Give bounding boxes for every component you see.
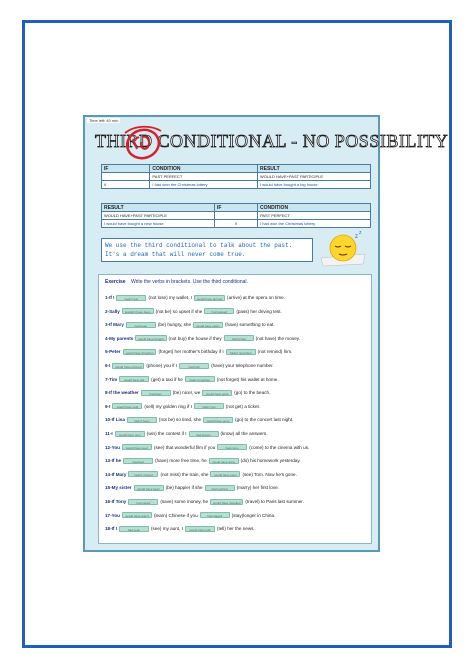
exercise-line	[105, 415, 371, 424]
sentence-end: (do) his homework yesterday.	[240, 458, 301, 464]
sentence-middle: (get) a taxi if he	[151, 376, 183, 382]
svg-text:z: z	[355, 234, 358, 240]
exercise-line	[105, 524, 371, 533]
sentence-middle: (have) more free time, he	[155, 458, 207, 464]
sentence-start: 2-Sally	[105, 308, 120, 314]
table-cell: I would have bought a big house	[258, 181, 371, 189]
exercise-line	[105, 388, 371, 397]
svg-text:z: z	[359, 230, 362, 236]
exercise-line	[105, 443, 371, 452]
sentence-end: (have) something to eat.	[225, 322, 275, 328]
sentence-end: (not get) a ticket.	[225, 403, 261, 409]
table-cell: if	[214, 220, 257, 228]
answer-field[interactable]: had been	[126, 322, 156, 328]
answer-field[interactable]: would have learnt	[122, 512, 152, 518]
exercise-line	[105, 429, 371, 438]
sentence-start: 15-My sister	[105, 485, 132, 491]
exercise-line	[105, 511, 371, 520]
structure-table-if-first	[101, 164, 371, 189]
answer-field[interactable]: had had	[179, 363, 209, 369]
answer-field[interactable]: would have travelled	[210, 499, 243, 505]
sentence-middle: (not be) so upset if she	[155, 308, 203, 314]
sentence-end: (marry) her first love.	[236, 485, 279, 491]
sentence-middle: (see) my aunt, I	[151, 526, 183, 532]
sentence-start: 9-I	[105, 403, 111, 409]
sentence-middle: (not be) so tired, she	[158, 417, 202, 423]
answer-field[interactable]: would have gone	[203, 417, 233, 423]
sentence-start: 12-You	[105, 444, 120, 450]
answer-field[interactable]: would have got	[119, 376, 149, 382]
table-cell: If	[102, 181, 150, 189]
table-cell: PAST PERFECT	[150, 173, 258, 181]
structure-table-result-first	[101, 203, 371, 228]
sentence-end: (go) to the concert last night.	[235, 417, 294, 423]
answer-field[interactable]: had stayed	[200, 512, 230, 518]
sentence-start: 1-If I	[105, 295, 115, 300]
sentence-start: 16-If Tony	[105, 499, 127, 504]
exercise-line	[105, 402, 371, 411]
exercise-line	[105, 307, 371, 316]
sentence-end: (come) to the cinema with us.	[249, 444, 310, 450]
exercise-instruction: Write the verbs in brackets. Use the third conditional.	[130, 279, 248, 285]
answer-field[interactable]: hadn't got	[194, 403, 224, 409]
sentence-middle: (be) hungry, she	[157, 322, 192, 328]
sentence-start: 4-My parents	[105, 335, 134, 341]
sentence-middle: (phone) you if I	[146, 363, 178, 368]
answer-field[interactable]: would have eaten	[193, 322, 223, 328]
sentence-middle: (see) that wonderful film if you	[153, 444, 216, 450]
answer-field[interactable]: hadn't forgotten	[185, 376, 215, 382]
answer-field[interactable]: would have been	[134, 485, 164, 491]
sentence-start: 17-You	[105, 512, 120, 518]
sentence-end: (travel) to Paris last summer.	[245, 499, 304, 504]
exercise-line	[105, 470, 371, 479]
sentence-middle: (sell) my golden ring if I	[144, 403, 192, 409]
exercise-line	[105, 497, 371, 506]
table-cell: I would have bought a new house	[102, 220, 215, 228]
exercise-line	[105, 483, 371, 492]
answer-field[interactable]: hadn't missed	[128, 471, 158, 477]
sentence-end: (know) all the answers.	[220, 431, 268, 436]
table-cell: I had won the Christmas lottery	[150, 181, 258, 189]
sentence-middle: (save) some money, he	[160, 499, 209, 504]
exercise-line	[105, 361, 371, 370]
sentence-start: 5-Peter	[105, 349, 121, 355]
answer-field[interactable]: would have won	[115, 431, 145, 437]
answer-field[interactable]: hadn't been	[127, 417, 157, 423]
answer-field[interactable]: had passed	[204, 308, 234, 314]
answer-field[interactable]: would have done	[209, 458, 239, 464]
answer-field[interactable]: hadn't reminded	[226, 349, 256, 355]
exercise-label: Exercise	[105, 279, 126, 285]
explanation-box	[101, 238, 313, 262]
sentence-end: (not forget) his wallet at home.	[216, 376, 279, 382]
answer-field[interactable]: hadn't lost	[116, 295, 146, 301]
sentence-end: (stay)longer in China.	[231, 512, 276, 518]
sentence-middle: (be) happier if she	[165, 485, 203, 491]
col-header: CONDITION	[258, 204, 371, 212]
col-header: IF	[102, 165, 150, 173]
table-cell: PAST PERFECT	[258, 212, 371, 220]
exercise-line	[105, 456, 371, 465]
sentence-middle: (be) nicer, we	[172, 390, 201, 396]
answer-field[interactable]: had married	[205, 485, 235, 491]
sentence-start: 11-I	[105, 431, 113, 436]
score-stamp-icon	[121, 123, 165, 163]
sentence-start: 8-If the weather	[105, 390, 139, 396]
exercise-line	[105, 334, 371, 343]
col-header: CONDITION	[150, 165, 258, 173]
answer-field[interactable]: would have bought	[135, 335, 166, 341]
sentence-middle: (win) the contest if I	[146, 431, 187, 436]
sentence-middle: (forget) her mother's birthday if I	[158, 349, 224, 355]
answer-field[interactable]: would have arrived	[194, 295, 225, 301]
answer-field[interactable]: had been	[141, 390, 171, 396]
answer-field[interactable]: would have phoned	[112, 363, 144, 369]
col-header: IF	[214, 204, 257, 212]
answer-field[interactable]: would have seen	[210, 471, 240, 477]
sentence-end: (tell) her the news.	[216, 526, 255, 532]
sentence-middle: (not lose) my wallet, I	[148, 295, 192, 300]
exercise-line	[105, 347, 371, 356]
answer-field[interactable]: had known	[189, 431, 219, 437]
col-header: RESULT	[102, 204, 215, 212]
sleeping-smiley-icon	[317, 228, 369, 268]
sentence-start: 18-If I	[105, 526, 117, 532]
answer-field[interactable]: had seen	[119, 526, 149, 532]
answer-field[interactable]: wouldn't have been	[122, 308, 154, 314]
sentence-start: 3-If Mary	[105, 322, 124, 328]
sentence-start: 6-I	[105, 363, 111, 368]
answer-field[interactable]: would have forgotten	[123, 349, 157, 355]
sentence-middle: (not miss) the train, she	[160, 471, 209, 477]
table-cell: WOULD HAVE+PAST PARTICIPLE	[258, 173, 371, 181]
answer-field[interactable]: had had	[123, 458, 153, 464]
answer-field[interactable]: would have gone	[202, 390, 232, 396]
exercise-panel	[98, 274, 372, 544]
sentence-end: (not remind) him.	[257, 349, 293, 355]
table-cell: I had won the Christmas lottery	[258, 220, 371, 228]
answer-field[interactable]: had come	[217, 444, 247, 450]
sentence-end: (pass) her driving test.	[236, 308, 282, 314]
sentence-start: 13-If he	[105, 458, 122, 464]
answer-field[interactable]: would have told	[185, 526, 215, 532]
exercise-heading	[105, 279, 248, 285]
exercise-line	[105, 320, 371, 329]
exercise-line	[105, 375, 371, 384]
answer-field[interactable]: had saved	[128, 499, 158, 505]
worksheet	[83, 115, 449, 552]
explanation-line: We use the third conditional to talk about the past.	[105, 242, 293, 249]
sentence-end: (arrive) at the opera on time.	[227, 295, 286, 300]
sentence-start: 14-If Mary	[105, 471, 127, 477]
sentence-start: 7-Tim	[105, 376, 118, 382]
table-cell	[214, 212, 257, 220]
table-cell: WOULD HAVE+PAST PARTICIPLE	[102, 212, 215, 220]
sentence-end: (not have) the money.	[255, 335, 301, 341]
worksheet-title: THIRD CONDITIONAL - NO POSSIBILITY	[95, 131, 449, 151]
sentence-middle: (learn) Chinese if you	[153, 512, 198, 518]
sentence-start: 10-If Lisa	[105, 417, 125, 423]
timer-label: Time left: 40 min	[89, 118, 119, 123]
answer-field[interactable]: hadn't had	[224, 335, 254, 341]
explanation-line: It's a dream that will never come true.	[105, 251, 246, 258]
table-cell	[102, 173, 150, 181]
sentence-end: (go) to the beach.	[234, 390, 271, 396]
answer-field[interactable]: would have sold	[112, 403, 142, 409]
answer-field[interactable]: would have seen	[122, 444, 152, 450]
sentence-middle: (not buy) the house if they	[168, 335, 222, 341]
sentence-end: (have) your telephone number.	[211, 363, 274, 368]
sentence-end: (see) Tom. Now he's gone.	[242, 471, 297, 477]
col-header: RESULT	[258, 165, 371, 173]
exercise-line	[105, 293, 371, 302]
